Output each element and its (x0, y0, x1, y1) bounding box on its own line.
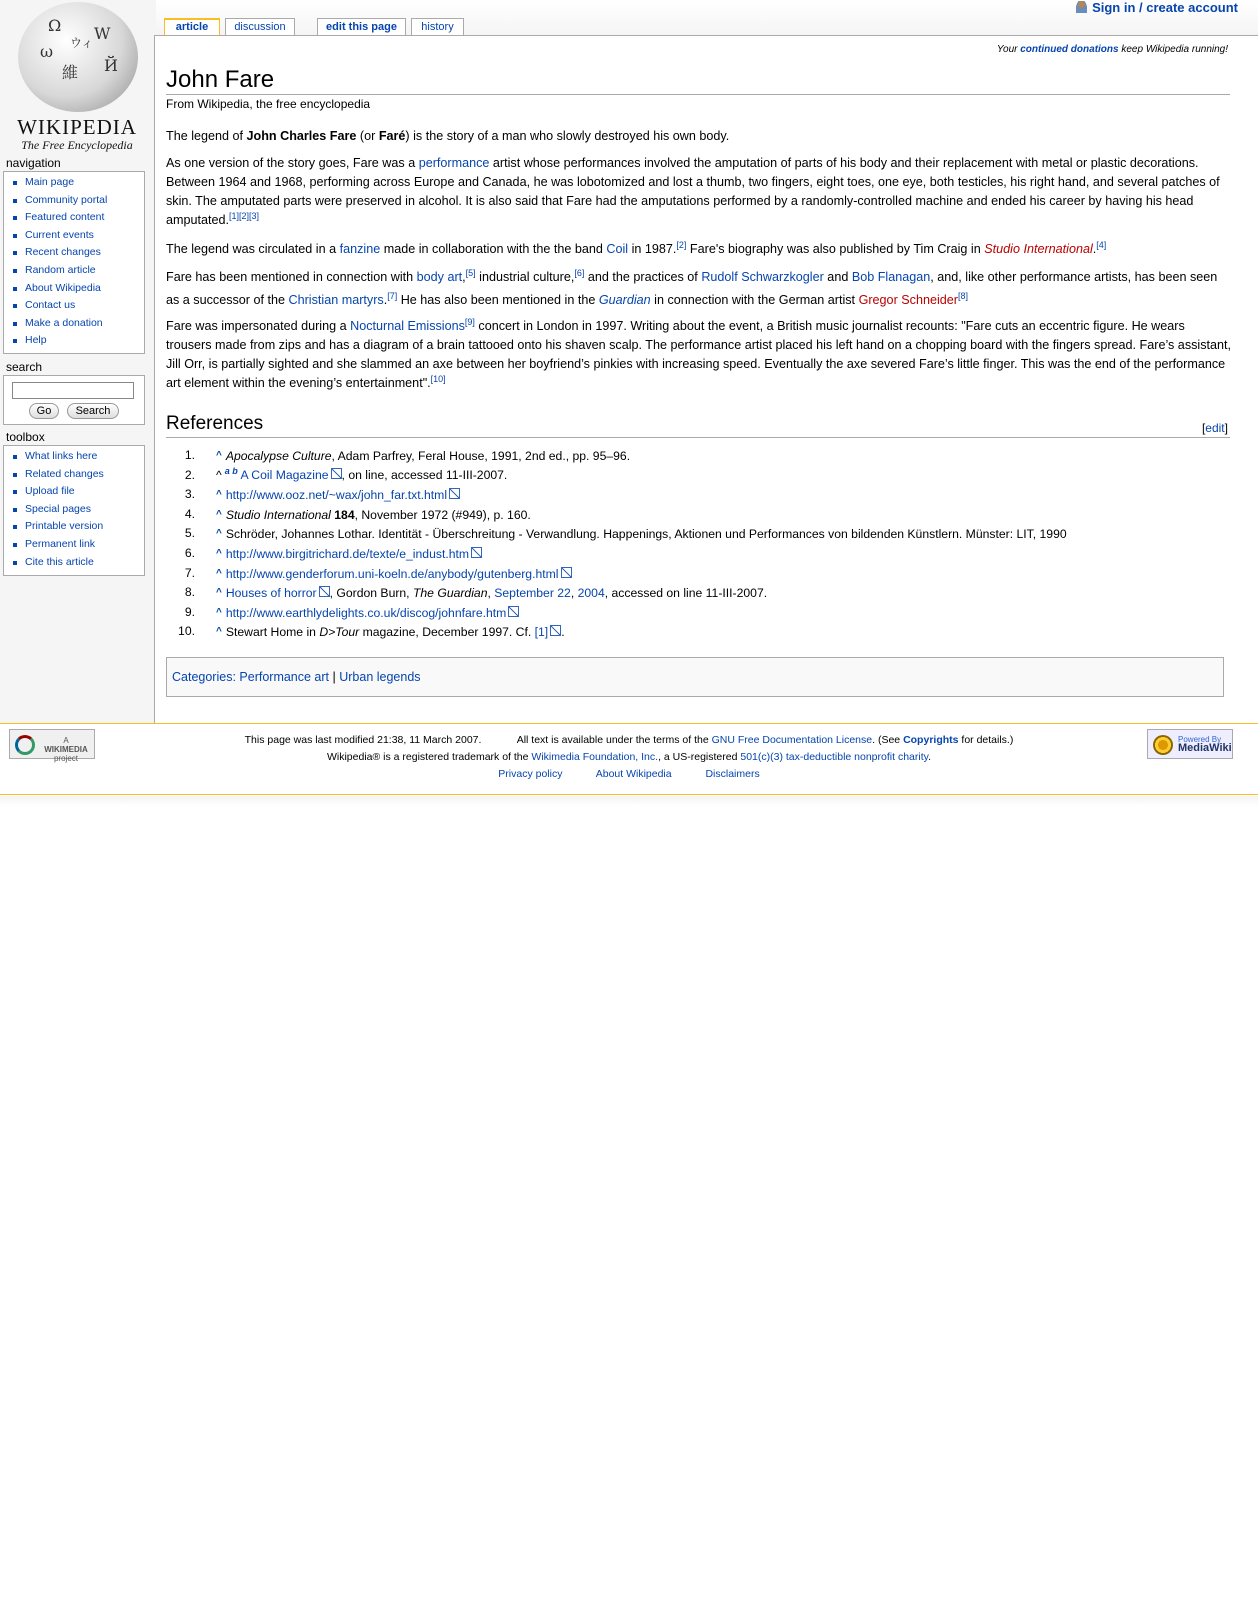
puzzle-globe-icon (18, 2, 138, 112)
text: , and, like other performance artists, has been seen as a successor of the (166, 270, 1218, 307)
link-coil[interactable]: Coil (606, 242, 629, 256)
gfdl-link[interactable]: GNU Free Documentation License (711, 734, 873, 746)
date-link[interactable]: September 22 (494, 586, 571, 601)
nav-link-label[interactable]: Featured content (25, 211, 105, 224)
paragraph (166, 317, 1232, 393)
text: in 1987. (628, 242, 677, 256)
article-body (166, 127, 1232, 401)
bold-name: John Charles Fare (246, 129, 357, 143)
citation-link[interactable]: [7] (387, 291, 398, 301)
edit-bracket: [ (1201, 421, 1206, 435)
ref-text: , (570, 586, 578, 601)
tool-link-label[interactable]: Related changes (25, 467, 104, 480)
external-link[interactable]: http://www.genderforum.uni-koeln.de/anybody/gutenberg.html (226, 567, 572, 581)
tab-discussion[interactable]: discussion (225, 18, 295, 36)
bold-name: Faré (378, 129, 406, 143)
text: . (383, 293, 388, 307)
section-edit (1202, 416, 1228, 440)
tool-printable-version[interactable] (9, 518, 144, 536)
external-link[interactable]: Houses of horror (226, 586, 330, 600)
backlink-caret[interactable]: ^ (216, 528, 222, 540)
backlink-caret[interactable]: ^ (216, 626, 222, 638)
category-links (166, 657, 1224, 697)
page-title: John Fare (166, 66, 1230, 95)
tool-upload-file[interactable] (9, 483, 144, 501)
nav-featured-content[interactable] (9, 209, 144, 227)
site-notice (997, 44, 1228, 55)
external-link[interactable]: http://www.ooz.net/~wax/john_far.txt.html (226, 488, 460, 502)
text: Fare has been mentioned in connection with (166, 270, 417, 284)
about-wikipedia-link[interactable]: About Wikipedia (595, 768, 672, 780)
ref-text: , accessed on line 11-III-2007. (604, 586, 768, 601)
ref-title: Studio International (225, 507, 331, 522)
footer (0, 723, 1258, 795)
ref-number: 4. (184, 506, 195, 521)
logo-tagline: The Free Encyclopedia (21, 138, 133, 152)
privacy-policy-link[interactable]: Privacy policy (498, 768, 563, 780)
nav-community-portal[interactable] (9, 192, 144, 210)
paragraph (166, 154, 1232, 230)
text: , (462, 270, 466, 284)
nav-make-donation[interactable] (9, 315, 144, 333)
citation-link[interactable]: [6] (574, 268, 585, 278)
text: and (823, 270, 852, 284)
external-link[interactable]: http://www.birgitrichard.de/texte/e_indust.htm (226, 547, 482, 561)
search-title: search (6, 360, 43, 374)
citation-link[interactable]: [4] (1096, 240, 1107, 250)
tool-link-label[interactable]: Special pages (25, 502, 91, 515)
nav-help[interactable] (9, 332, 144, 350)
reference-item (175, 524, 1215, 544)
reference-item (175, 505, 1215, 525)
tool-cite-article[interactable] (9, 554, 144, 572)
link-guardian[interactable]: Guardian (598, 293, 651, 307)
tool-permanent-link[interactable] (9, 536, 144, 554)
backlink-caret[interactable]: ^ (216, 547, 222, 559)
ref-text: , November 1972 (#949), p. 160. (354, 507, 531, 522)
paragraph (166, 266, 1232, 312)
ref-number: 10. (178, 624, 195, 639)
ref-number: 2. (184, 467, 195, 482)
edit-section-link[interactable]: edit (1205, 421, 1225, 435)
license-text: All text is available under the terms of the (516, 734, 712, 746)
personal-tools (1076, 0, 1238, 15)
paragraph (166, 238, 1232, 261)
link-christian-martyrs[interactable]: Christian martyrs (288, 293, 384, 307)
wikimedia-foundation-link[interactable]: Wikimedia Foundation, Inc. (531, 751, 659, 763)
ref-volume: 184 (330, 507, 355, 522)
search-button[interactable]: Search (67, 403, 119, 419)
ref-text: , Gordon Burn, (329, 586, 413, 601)
nav-link-label[interactable]: Make a donation (25, 316, 103, 329)
nav-link-label[interactable]: Recent changes (25, 246, 101, 259)
ref-number: 3. (184, 487, 195, 502)
text: made in collaboration with the the band (380, 242, 607, 256)
external-link[interactable]: A Coil Magazine (240, 468, 341, 482)
citation-link[interactable]: [2] (676, 240, 687, 250)
year-link[interactable]: 2004 (577, 586, 605, 601)
category-separator: | (329, 670, 340, 684)
text: The legend was circulated in a (166, 242, 340, 256)
tool-link-label[interactable]: Upload file (25, 485, 75, 498)
toolbox-title: toolbox (6, 430, 45, 444)
reference-item (175, 544, 1215, 564)
mediawiki-icon (1153, 735, 1173, 755)
text: concert in London in 1997. Writing about the event, a British music journalist recounts: "Fare cuts an eccentric figure. He wears trousers made from zips and has a diagram of a brain tattooed onto his shaven scalp. The performance artist placed his left hand on a chopping board with the fingers spread. Fare’s assistant, Jill Orr, is partially sighted and she slammed an axe between her boyfriend’s pinkies with increasing speed. Eventually the axe severed Fare’s little finger. This was the end of the performance art element within the evening’s entertainment". (166, 319, 1232, 390)
ref-text: Schröder, Johannes Lothar. Identität - Überschreitung - Verwandlung. Happenings, Aktionen und Performances von bildenden Künstlern. Münster: LIT, 1990 (225, 527, 1067, 542)
logo-glyph: 維 (62, 63, 79, 82)
nav-random-article[interactable] (9, 262, 144, 280)
toolbox-portlet (3, 445, 145, 576)
nav-current-events[interactable] (9, 227, 144, 245)
ref-title: D>Tour (319, 625, 360, 640)
tab-history[interactable]: history (411, 18, 464, 36)
search-input[interactable] (12, 382, 134, 399)
category-urban-legends[interactable]: Urban legends (339, 670, 421, 684)
charity-link[interactable]: 501(c)(3) tax-deductible nonprofit charity (740, 751, 929, 763)
ref-title: The Guardian (412, 586, 488, 601)
tool-link-label[interactable]: What links here (25, 450, 98, 462)
badge-text: Powered By (1178, 735, 1222, 744)
text: ) is the story of a man who slowly destroyed his own body. (405, 129, 730, 143)
ref-number: 7. (184, 565, 195, 580)
content-area (154, 35, 1258, 733)
ref-text: , on line, accessed 11-III-2007. (341, 467, 508, 482)
navigation-title: navigation (6, 156, 61, 170)
section-title: References (166, 413, 264, 434)
caret: ^ (216, 467, 222, 482)
text: . (1092, 242, 1097, 256)
footer-line (0, 751, 1258, 763)
text: artist whose performances involved the amputation of parts of his body and their replacement with metal or plastic decorations. Between 1964 and 1968, performing across Europe and Canada, he was lobotomized and lost a thumb, two fingers, eight toes, one eye, both testicles, his right hand, and several patches of skin. The amputated parts were preserved in alcohol. It is also said that Fare had the amputations performed by a randomly-controlled machine and ended his career by having his head amputated. (166, 156, 1220, 227)
tool-what-links-here[interactable] (9, 448, 144, 466)
ref-number: 1. (184, 448, 195, 462)
tool-special-pages[interactable] (9, 501, 144, 519)
references-list (175, 446, 1215, 642)
disclaimers-link[interactable]: Disclaimers (705, 768, 760, 780)
external-link[interactable]: [1] (535, 625, 562, 639)
reference-item (175, 622, 1215, 642)
ref-text: , (487, 586, 495, 601)
link-bob-flanagan[interactable]: Bob Flanagan (851, 270, 931, 284)
text: Fare's biography was also published by Tim Craig in (686, 242, 985, 256)
backlink-caret[interactable]: ^ (216, 489, 222, 501)
wikipedia-logo[interactable] (4, 0, 150, 152)
ref-text: . (561, 625, 565, 640)
reference-item (175, 583, 1215, 603)
text: The legend of (166, 129, 247, 143)
search-portlet (3, 375, 145, 425)
text: Fare was impersonated during a (166, 319, 351, 333)
user-icon (1076, 1, 1087, 13)
reference-item (175, 466, 1215, 486)
text: in connection with the German artist (650, 293, 859, 307)
footer-links (0, 768, 1258, 780)
category-performance-art[interactable]: Performance art (239, 670, 330, 684)
backlink-caret[interactable]: ^ (216, 587, 222, 599)
nav-recent-changes[interactable] (9, 244, 144, 262)
logo-glyph: W (94, 24, 111, 43)
logo-glyph: Й (104, 56, 118, 75)
trademark-text: . (928, 751, 932, 763)
references-heading (166, 412, 1230, 438)
page-subtitle: From Wikipedia, the free encyclopedia (166, 97, 371, 111)
backlink-caret[interactable]: ^ (216, 450, 222, 461)
last-modified: This page was last modified 21:38, 11 March 2007. (244, 734, 482, 746)
ref-number: 9. (184, 604, 195, 619)
logo-wordmark: WIKIPEDIA (17, 115, 137, 139)
reference-item (175, 603, 1215, 623)
citation-link[interactable]: [9] (464, 317, 475, 327)
ref-text: Stewart Home in (225, 625, 320, 640)
badge-text: MediaWiki (1178, 742, 1232, 754)
edit-bracket: ] (1224, 421, 1228, 435)
categories-link[interactable]: Categories (172, 670, 233, 684)
tool-link-label[interactable]: Printable version (25, 520, 104, 533)
nav-link-label[interactable]: Contact us (25, 299, 76, 312)
tool-link-label[interactable]: Permanent link (25, 537, 96, 550)
ref-text: magazine, December 1997. Cf. (359, 625, 535, 640)
link-studio-international[interactable]: Studio International (984, 242, 1093, 256)
nav-contact-us[interactable] (9, 297, 144, 315)
category-colon: : (232, 670, 240, 684)
ref-title: Apocalypse Culture (225, 449, 332, 463)
license-text: . (See (872, 734, 904, 746)
backlink-caret[interactable]: ^ (216, 606, 222, 618)
backlink-letters[interactable]: a b (224, 465, 238, 476)
trademark-text: , a US-registered (658, 751, 741, 763)
nav-link-label[interactable]: Random article (25, 263, 96, 276)
link-body-art[interactable]: body art (416, 270, 463, 284)
trademark-text: Wikipedia® is a registered trademark of the (326, 751, 532, 763)
link-performance[interactable]: performance (418, 156, 490, 170)
navigation-portlet (3, 171, 145, 354)
ref-number: 6. (184, 545, 195, 560)
link-nocturnal-emissions[interactable]: Nocturnal Emissions (350, 319, 465, 333)
donations-link[interactable]: continued donations (1020, 44, 1119, 55)
backlink-caret[interactable]: ^ (216, 567, 222, 579)
tool-related-changes[interactable] (9, 466, 144, 484)
badge-text: project (53, 754, 78, 763)
text: (or (356, 129, 379, 143)
badge-text: WIKIMEDIA (44, 745, 88, 754)
license-text: for details.) (958, 734, 1014, 746)
nav-link-label[interactable]: Community portal (25, 193, 108, 206)
text: He has also been mentioned in the (397, 293, 599, 307)
external-link[interactable]: http://www.earthlydelights.co.uk/discog/johnfare.htm (226, 606, 519, 620)
link-rudolf-schwarzkogler[interactable]: Rudolf Schwarzkogler (701, 270, 824, 284)
backlink-caret[interactable]: ^ (216, 508, 222, 520)
tab-edit[interactable]: edit this page (317, 18, 406, 36)
copyrights-link[interactable]: Copyrights (903, 734, 959, 746)
citation-link[interactable]: [5] (465, 268, 476, 278)
ref-text: , Adam Parfrey, Feral House, 1991, 2nd ed., pp. 95–96. (331, 449, 631, 463)
site-notice-text: Your (996, 44, 1021, 55)
reference-item (175, 564, 1215, 584)
text: industrial culture, (475, 270, 575, 284)
nav-link-label[interactable]: Current events (25, 228, 94, 241)
go-button[interactable]: Go (29, 403, 59, 419)
powered-by-mediawiki-badge[interactable] (1147, 729, 1233, 759)
text: and the practices of (584, 270, 702, 284)
citation-link[interactable]: [1][2][3] (229, 211, 260, 221)
nav-link-label[interactable]: About Wikipedia (25, 281, 101, 294)
text: As one version of the story goes, Fare was a (166, 156, 419, 170)
nav-link-label[interactable]: Main page (25, 176, 75, 188)
ref-number: 8. (184, 585, 195, 600)
ref-number: 5. (184, 526, 195, 541)
page-bottom-shadow (0, 796, 1258, 806)
citation-link[interactable]: [8] (957, 291, 968, 301)
site-notice-text: keep Wikipedia running! (1118, 44, 1228, 55)
logo-glyph: ウィ (70, 36, 94, 50)
logo-glyph: ω (40, 42, 54, 61)
link-fanzine[interactable]: fanzine (339, 242, 381, 256)
citation-link[interactable]: [10] (430, 374, 446, 384)
reference-item (175, 446, 1215, 466)
nav-about-wikipedia[interactable] (9, 280, 144, 298)
footer-line (0, 734, 1258, 746)
reference-item (175, 485, 1215, 505)
tab-article[interactable]: article (164, 18, 220, 36)
sign-in-link[interactable]: Sign in / create account (1092, 0, 1238, 15)
nav-main-page[interactable] (9, 174, 144, 192)
badge-text: A (63, 736, 69, 745)
link-gregor-schneider[interactable]: Gregor Schneider (858, 293, 958, 307)
tool-link-label[interactable]: Cite this article (25, 555, 94, 568)
paragraph (166, 127, 1232, 146)
nav-link-label[interactable]: Help (25, 334, 47, 347)
logo-glyph: Ω (48, 16, 62, 35)
